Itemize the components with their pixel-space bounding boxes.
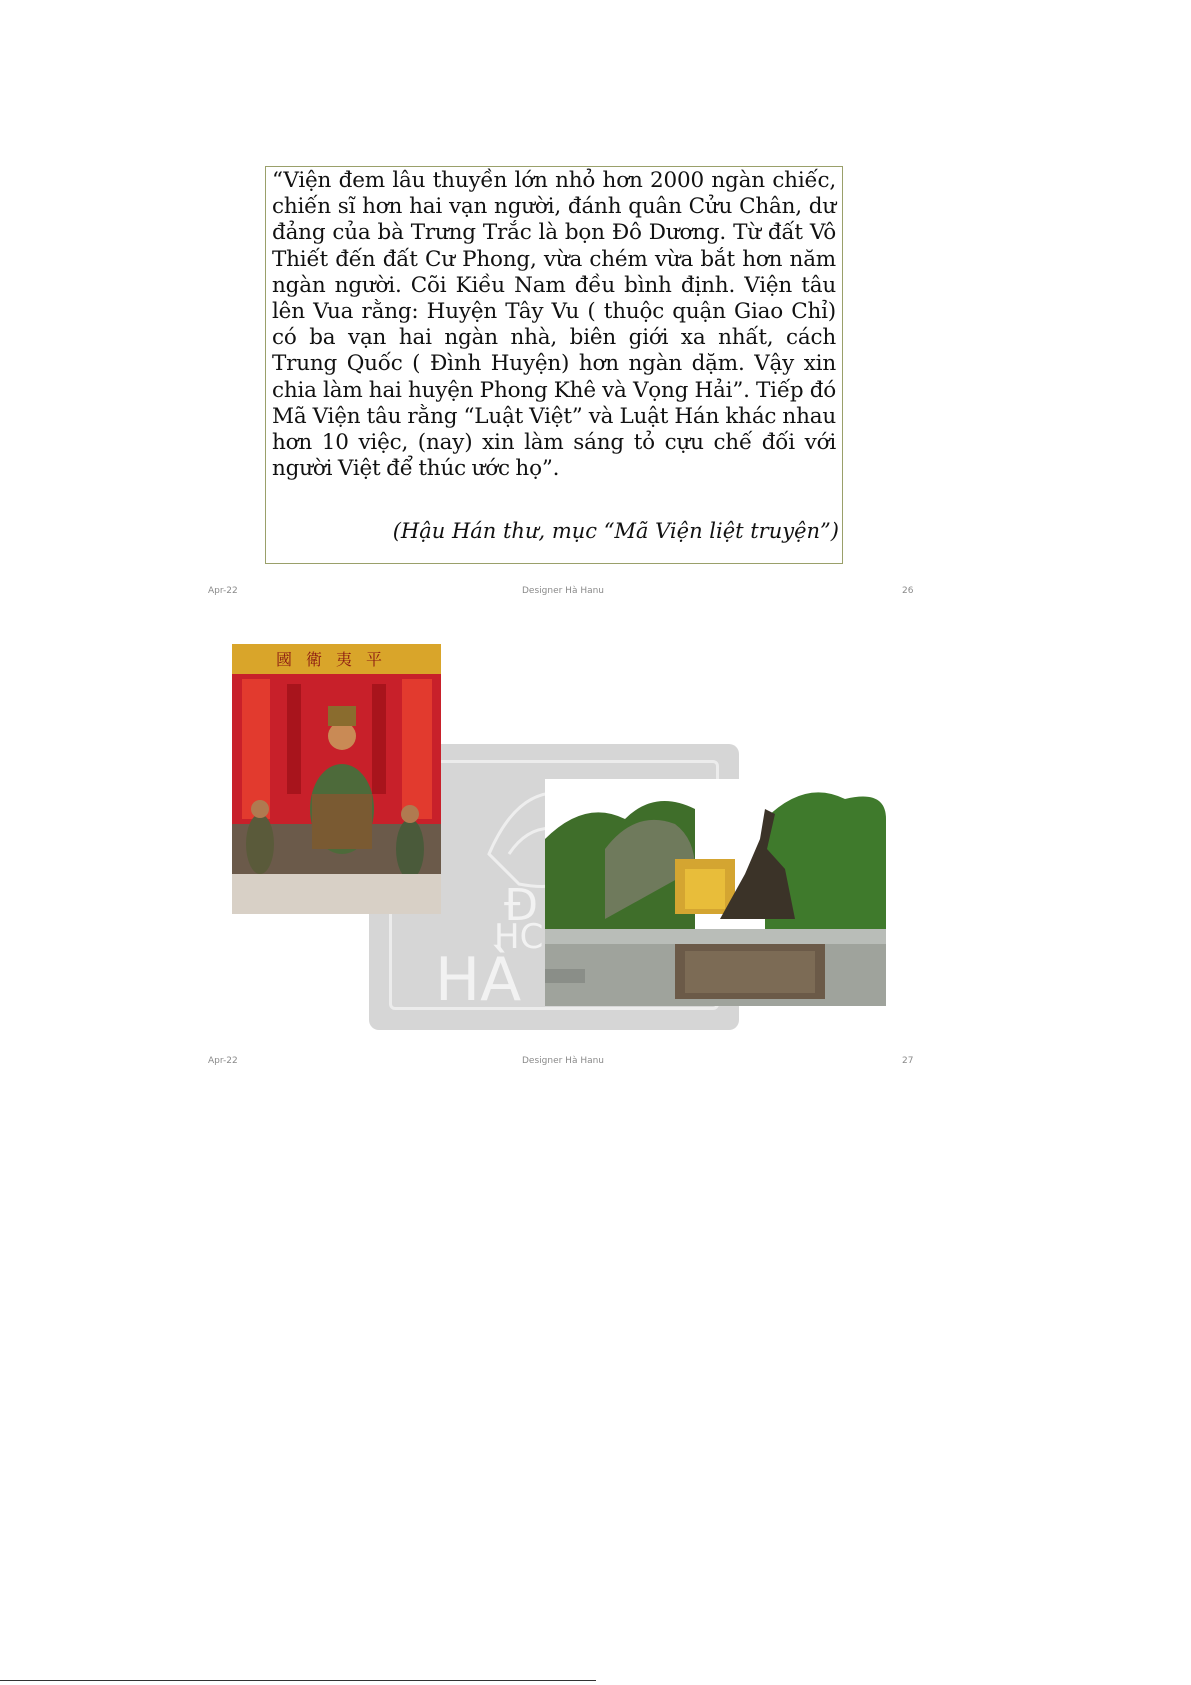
footer-designer: Designer Hà Hanu bbox=[522, 1056, 605, 1066]
footer-page-number: 26 bbox=[902, 586, 914, 596]
statue-photo bbox=[545, 779, 886, 1006]
footer-date: Apr-22 bbox=[208, 586, 238, 596]
footer-page-number: 27 bbox=[902, 1056, 914, 1066]
watermark-letter-2: HC bbox=[494, 917, 544, 957]
quote-source: (Hậu Hán thư, mục “Mã Viện liệt truyện”) bbox=[392, 519, 839, 543]
footer-designer: Designer Hà Hanu bbox=[522, 586, 605, 596]
page-bottom-rule bbox=[0, 1680, 596, 1681]
watermark-letter-3: HÀ bbox=[435, 945, 522, 1015]
shrine-photo bbox=[232, 644, 441, 914]
shrine-plaque-text: 國衛夷平 bbox=[275, 650, 397, 669]
quote-text: “Viện đem lâu thuyền lớn nhỏ hơn 2000 ngàn chiếc, chiến sĩ hơn hai vạn người, đánh quân Cửu Chân, dư đảng của bà Trưng Trắc là bọn Đô Dương. Từ đất Vô Thiết đến đất Cư Phong, vừa chém vừa bắt hơn năm ngàn người. Cõi Kiều Nam đều bình định. Viện tâu lên Vua rằng: Huyện Tây Vu ( thuộc quận Giao Chỉ) có ba vạn hai ngàn nhà, biên giới xa nhất, cách Trung Quốc ( Đình Huyện) hơn ngàn dặm. Vậy xin chia làm hai huyện Phong Khê và Vọng Hải”. Tiếp đó Mã Viện tâu rằng “Luật Việt” và Luật Hán khác nhau hơn 10 việc, (nay) xin làm sáng tỏ cựu chế đối với người Việt để thúc ước họ”. bbox=[272, 168, 836, 482]
footer-date: Apr-22 bbox=[208, 1056, 238, 1066]
watermark-letter-1: Đ bbox=[504, 880, 539, 931]
